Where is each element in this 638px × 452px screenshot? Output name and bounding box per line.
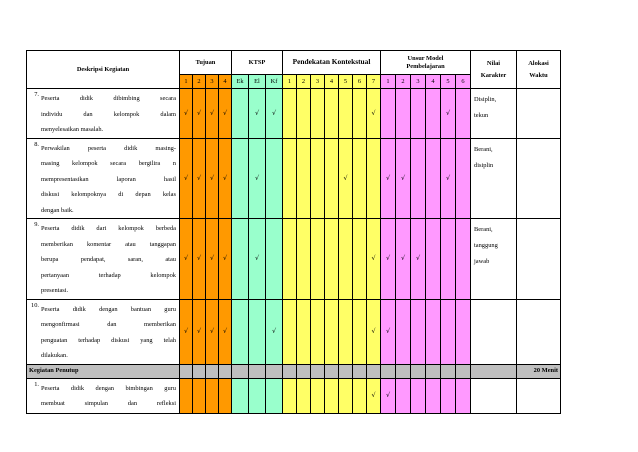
karakter-line: Disiplin, xyxy=(474,96,497,103)
header-pendekatan-col-7: 7 xyxy=(367,75,381,89)
section-cell xyxy=(353,364,367,378)
activity-row-2-desc xyxy=(29,141,176,219)
closing-row-waktu xyxy=(517,378,561,413)
activity-row-2-pendekatan-cell xyxy=(367,138,381,219)
activity-row-2-unsur-cell xyxy=(396,138,411,219)
section-cell xyxy=(180,364,193,378)
closing-row-ktsp-cell xyxy=(249,378,266,413)
closing-row-pendekatan-cell xyxy=(283,378,297,413)
activity-row-3-waktu xyxy=(517,219,561,300)
activity-row-1-desc xyxy=(29,91,176,138)
section-cell xyxy=(325,364,339,378)
closing-row-ktsp-cell xyxy=(232,378,249,413)
closing-row-line: Peserta didik dengan bimbingan guru xyxy=(41,384,176,392)
check-mark-icon: √ xyxy=(371,326,376,335)
table-row xyxy=(27,89,561,139)
header-tujuan-col-1: 1 xyxy=(180,75,193,89)
check-mark-icon: √ xyxy=(222,108,228,117)
activity-row-2-number: 8. xyxy=(34,140,39,148)
activity-row-2-unsur-cell xyxy=(426,138,441,219)
activity-row-4-pendekatan-cell xyxy=(283,299,297,364)
header-tujuan-col-2: 2 xyxy=(193,75,206,89)
activity-row-4-desc xyxy=(29,302,176,364)
check-mark-icon: √ xyxy=(371,254,376,263)
activity-row-2-ktsp-cell xyxy=(249,138,266,219)
section-cell xyxy=(193,364,206,378)
closing-row-pendekatan-cell xyxy=(367,378,381,413)
header-alokasi xyxy=(517,51,561,89)
closing-row-pendekatan-cell xyxy=(311,378,325,413)
table-body xyxy=(27,51,561,414)
check-mark-icon: √ xyxy=(254,108,260,117)
check-mark-icon: √ xyxy=(222,254,228,263)
activity-row-2-pendekatan-cell xyxy=(311,138,325,219)
activity-row-4-line: mengonfirmasi dan memberikan xyxy=(41,321,176,328)
activity-row-1-pendekatan-cell xyxy=(367,89,381,139)
activity-row-4-ktsp-cell xyxy=(232,299,249,364)
check-mark-icon: √ xyxy=(196,173,202,182)
check-mark-icon: √ xyxy=(371,390,376,399)
activity-row-2-line: Perwakilan peserta didik masing- xyxy=(41,144,176,152)
karakter-line: disiplin xyxy=(474,161,494,169)
header-pendekatan-col-2: 2 xyxy=(297,75,311,89)
activity-row-1-pendekatan-cell xyxy=(325,89,339,139)
check-mark-icon: √ xyxy=(271,326,277,335)
activity-row-4-line: dilakukan. xyxy=(41,352,68,359)
activity-row-4-pendekatan-cell xyxy=(367,299,381,364)
activity-row-1-pendekatan-cell xyxy=(311,89,325,139)
closing-row-unsur-cell xyxy=(426,378,441,413)
section-title: Kegiatan Penutup xyxy=(27,364,180,378)
activity-row-3-tujuan-cell xyxy=(206,219,219,300)
activity-row-3-unsur-cell xyxy=(441,219,456,300)
check-mark-icon: √ xyxy=(385,326,391,335)
activity-row-3-pendekatan-cell xyxy=(311,219,325,300)
activity-row-4-unsur-cell xyxy=(381,299,396,364)
activity-row-3-line: pertanyaan terhadap kelompok xyxy=(41,271,176,279)
activity-row-2-tujuan-cell xyxy=(180,138,193,219)
header-pendekatan: Pendekatan Kontekstual xyxy=(283,51,381,75)
activity-row-2-ktsp-cell xyxy=(232,138,249,219)
activity-row-2-pendekatan-cell xyxy=(283,138,297,219)
closing-row-unsur-cell xyxy=(456,378,471,413)
activity-row-3-unsur-cell xyxy=(411,219,426,300)
activity-row-3-desc xyxy=(29,221,176,299)
activity-row-1-waktu xyxy=(517,89,561,139)
activity-row-1-unsur-cell xyxy=(441,89,456,139)
activity-row-2-line: diskusi kelompoknya di depan kelas xyxy=(41,191,176,198)
header-tujuan: Tujuan xyxy=(180,51,232,75)
activity-row-3-ktsp-cell xyxy=(249,219,266,300)
activity-row-1-line: menyelesaikan masalah. xyxy=(41,126,104,133)
closing-row-desc-cell xyxy=(27,378,180,413)
activity-row-3-pendekatan-cell xyxy=(353,219,367,300)
header-nilai xyxy=(471,51,517,89)
closing-row-karakter xyxy=(471,378,517,413)
activity-row-4-tujuan-cell xyxy=(193,299,206,364)
check-mark-icon: √ xyxy=(385,390,391,399)
closing-row-unsur-cell xyxy=(411,378,426,413)
section-cell xyxy=(396,364,411,378)
lesson-plan-table xyxy=(26,50,561,414)
check-mark-icon: √ xyxy=(445,173,451,182)
section-waktu: 20 Menit xyxy=(517,364,561,378)
activity-row-3-unsur-cell xyxy=(396,219,411,300)
table-row xyxy=(27,378,561,413)
activity-row-2-unsur-cell xyxy=(456,138,471,219)
activity-row-3-desc-cell xyxy=(27,219,180,300)
closing-row-unsur-cell xyxy=(396,378,411,413)
activity-row-2-line: masing kelompok secara bergilira n xyxy=(41,160,176,167)
karakter-line: jawab xyxy=(474,258,490,265)
activity-row-1-ktsp-cell xyxy=(249,89,266,139)
activity-row-3-text xyxy=(41,221,176,299)
activity-row-4-text xyxy=(41,302,176,364)
header-pendekatan-col-6: 6 xyxy=(353,75,367,89)
table-row xyxy=(27,219,561,300)
header-unsur-col-2: 2 xyxy=(396,75,411,89)
check-mark-icon: √ xyxy=(271,108,277,117)
activity-row-1-unsur-cell xyxy=(381,89,396,139)
check-mark-icon: √ xyxy=(209,108,215,117)
activity-row-2-pendekatan-cell xyxy=(339,138,353,219)
header-alokasi-line2: Waktu xyxy=(529,71,548,79)
header-alokasi-line1: Alokasi xyxy=(528,60,549,68)
activity-row-4-tujuan-cell xyxy=(180,299,193,364)
closing-row-text xyxy=(41,381,176,412)
closing-row-tujuan-cell xyxy=(219,378,232,413)
header-unsur-line1: Unsur Model xyxy=(407,55,444,63)
check-mark-icon: √ xyxy=(183,173,189,182)
activity-row-2-tujuan-cell xyxy=(219,138,232,219)
header-ktsp-col-3: Kf xyxy=(266,75,283,89)
activity-row-3-tujuan-cell xyxy=(219,219,232,300)
section-cell xyxy=(367,364,381,378)
header-unsur-line2: Pembelajaran xyxy=(406,62,445,70)
activity-row-1-line: individu dan kelompok dalam xyxy=(41,110,176,118)
closing-row-pendekatan-cell xyxy=(353,378,367,413)
check-mark-icon: √ xyxy=(371,108,376,117)
activity-row-3-line: berupa pendapat, saran, atau xyxy=(41,256,176,263)
activity-row-1-pendekatan-cell xyxy=(283,89,297,139)
header-unsur-col-1: 1 xyxy=(381,75,396,89)
activity-row-1-unsur-cell xyxy=(426,89,441,139)
header-unsur-col-5: 5 xyxy=(441,75,456,89)
header-pendekatan-col-4: 4 xyxy=(325,75,339,89)
activity-row-4-desc-cell xyxy=(27,299,180,364)
check-mark-icon: √ xyxy=(343,173,348,182)
activity-row-3-pendekatan-cell xyxy=(297,219,311,300)
closing-row-pendekatan-cell xyxy=(325,378,339,413)
closing-row-tujuan-cell xyxy=(180,378,193,413)
activity-row-1-tujuan-cell xyxy=(206,89,219,139)
check-mark-icon: √ xyxy=(196,254,202,263)
check-mark-icon: √ xyxy=(400,173,406,182)
closing-row-pendekatan-cell xyxy=(297,378,311,413)
activity-row-3-unsur-cell xyxy=(381,219,396,300)
activity-row-3-tujuan-cell xyxy=(180,219,193,300)
activity-row-1-pendekatan-cell xyxy=(353,89,367,139)
header-pendekatan-col-3: 3 xyxy=(311,75,325,89)
activity-row-2-unsur-cell xyxy=(411,138,426,219)
check-mark-icon: √ xyxy=(385,254,391,263)
activity-row-4-unsur-cell xyxy=(441,299,456,364)
activity-row-4-number: 10. xyxy=(31,301,39,309)
activity-row-3-unsur-cell xyxy=(456,219,471,300)
activity-row-2-tujuan-cell xyxy=(206,138,219,219)
activity-row-1-ktsp-cell xyxy=(266,89,283,139)
karakter-line: tanggung xyxy=(474,242,498,249)
activity-row-4-pendekatan-cell xyxy=(353,299,367,364)
activity-row-3-pendekatan-cell xyxy=(339,219,353,300)
section-cell xyxy=(219,364,232,378)
karakter-line: Berani, xyxy=(474,145,493,153)
check-mark-icon: √ xyxy=(209,254,215,263)
section-row xyxy=(27,364,561,378)
section-cell xyxy=(381,364,396,378)
activity-row-3-line: Peserta didik dari kelompok berbeda xyxy=(41,225,176,232)
section-cell xyxy=(426,364,441,378)
activity-row-2-waktu xyxy=(517,138,561,219)
activity-row-3-pendekatan-cell xyxy=(325,219,339,300)
check-mark-icon: √ xyxy=(196,326,202,335)
header-deskripsi: Deskripsi Kegiatan xyxy=(27,51,180,89)
activity-row-3-line: presentasi. xyxy=(41,287,69,294)
activity-row-1-pendekatan-cell xyxy=(297,89,311,139)
check-mark-icon: √ xyxy=(385,173,391,182)
section-cell xyxy=(456,364,471,378)
header-ktsp-col-1: Ek xyxy=(232,75,249,89)
header-ktsp-col-2: El xyxy=(249,75,266,89)
activity-row-3-pendekatan-cell xyxy=(367,219,381,300)
activity-row-3-pendekatan-cell xyxy=(283,219,297,300)
activity-row-3-ktsp-cell xyxy=(232,219,249,300)
check-mark-icon: √ xyxy=(209,326,215,335)
activity-row-2-pendekatan-cell xyxy=(353,138,367,219)
header-row-top xyxy=(27,51,561,75)
check-mark-icon: √ xyxy=(254,173,260,182)
header-unsur-col-4: 4 xyxy=(426,75,441,89)
closing-row-unsur-cell xyxy=(441,378,456,413)
activity-row-2-line: dengan baik. xyxy=(41,206,74,214)
activity-row-3-karakter xyxy=(471,219,517,300)
activity-row-1-ktsp-cell xyxy=(232,89,249,139)
check-mark-icon: √ xyxy=(222,173,228,182)
section-cell xyxy=(297,364,311,378)
section-cell xyxy=(311,364,325,378)
activity-row-4-pendekatan-cell xyxy=(297,299,311,364)
activity-row-3-tujuan-cell xyxy=(193,219,206,300)
section-cell xyxy=(471,364,517,378)
header-nilai-line2: Karakter xyxy=(480,71,507,79)
activity-row-2-desc-cell xyxy=(27,138,180,219)
activity-row-1-number: 7. xyxy=(34,91,39,98)
closing-row-number: 1. xyxy=(34,380,39,388)
activity-row-3-line: memberikan komentar atau tanggapan xyxy=(41,240,176,248)
activity-row-4-tujuan-cell xyxy=(206,299,219,364)
activity-row-4-ktsp-cell xyxy=(249,299,266,364)
activity-row-1-tujuan-cell xyxy=(180,89,193,139)
activity-row-4-pendekatan-cell xyxy=(325,299,339,364)
activity-row-1-text xyxy=(41,91,176,138)
activity-row-2-ktsp-cell xyxy=(266,138,283,219)
closing-row-tujuan-cell xyxy=(206,378,219,413)
activity-row-4-waktu xyxy=(517,299,561,364)
table-row xyxy=(27,299,561,364)
activity-row-1-line: Peserta didik dibimbing secara xyxy=(41,95,176,102)
check-mark-icon: √ xyxy=(254,254,260,263)
activity-row-1-unsur-cell xyxy=(411,89,426,139)
activity-row-4-tujuan-cell xyxy=(219,299,232,364)
activity-row-3-number: 9. xyxy=(34,221,39,228)
check-mark-icon: √ xyxy=(183,254,189,263)
activity-row-4-pendekatan-cell xyxy=(311,299,325,364)
activity-row-4-line: penguatan terhadap diskusi yang telah xyxy=(41,336,176,344)
header-tujuan-col-3: 3 xyxy=(206,75,219,89)
section-cell xyxy=(441,364,456,378)
check-mark-icon: √ xyxy=(183,326,189,335)
activity-row-1-desc-cell xyxy=(27,89,180,139)
karakter-line: tekun xyxy=(474,112,489,119)
check-mark-icon: √ xyxy=(400,254,406,263)
activity-row-2-pendekatan-cell xyxy=(325,138,339,219)
table-row xyxy=(27,138,561,219)
activity-row-2-unsur-cell xyxy=(441,138,456,219)
activity-row-4-unsur-cell xyxy=(396,299,411,364)
header-pendekatan-col-5: 5 xyxy=(339,75,353,89)
check-mark-icon: √ xyxy=(415,254,421,263)
activity-row-3-unsur-cell xyxy=(426,219,441,300)
section-cell xyxy=(339,364,353,378)
activity-row-1-tujuan-cell xyxy=(219,89,232,139)
activity-row-4-line: Peserta didik dengan bantuan guru xyxy=(41,305,176,313)
activity-row-3-ktsp-cell xyxy=(266,219,283,300)
check-mark-icon: √ xyxy=(196,108,202,117)
section-cell xyxy=(249,364,266,378)
section-cell xyxy=(206,364,219,378)
activity-row-4-unsur-cell xyxy=(456,299,471,364)
check-mark-icon: √ xyxy=(209,173,215,182)
activity-row-1-karakter xyxy=(471,89,517,139)
activity-row-1-tujuan-cell xyxy=(193,89,206,139)
activity-row-2-pendekatan-cell xyxy=(297,138,311,219)
karakter-line: Berani, xyxy=(474,226,493,233)
activity-row-2-text xyxy=(41,141,176,219)
activity-row-1-pendekatan-cell xyxy=(339,89,353,139)
activity-row-4-unsur-cell xyxy=(411,299,426,364)
closing-row-ktsp-cell xyxy=(266,378,283,413)
check-mark-icon: √ xyxy=(445,108,451,117)
closing-row-pendekatan-cell xyxy=(339,378,353,413)
activity-row-2-tujuan-cell xyxy=(193,138,206,219)
section-cell xyxy=(232,364,249,378)
activity-row-2-karakter xyxy=(471,138,517,219)
activity-row-4-unsur-cell xyxy=(426,299,441,364)
activity-row-4-pendekatan-cell xyxy=(339,299,353,364)
check-mark-icon: √ xyxy=(222,326,228,335)
activity-row-4-karakter xyxy=(471,299,517,364)
section-cell xyxy=(283,364,297,378)
header-pendekatan-col-1: 1 xyxy=(283,75,297,89)
activity-row-1-unsur-cell xyxy=(396,89,411,139)
header-tujuan-col-4: 4 xyxy=(219,75,232,89)
header-unsur-col-6: 6 xyxy=(456,75,471,89)
activity-row-1-unsur-cell xyxy=(456,89,471,139)
check-mark-icon: √ xyxy=(183,108,189,117)
closing-row-line: membuat simpulan dan refleksi xyxy=(41,400,176,407)
activity-row-4-ktsp-cell xyxy=(266,299,283,364)
section-cell xyxy=(411,364,426,378)
header-nilai-line1: Nilai xyxy=(486,60,501,68)
closing-row-desc xyxy=(29,381,176,412)
closing-row-unsur-cell xyxy=(381,378,396,413)
section-cell xyxy=(266,364,283,378)
header-ktsp: KTSP xyxy=(232,51,283,75)
activity-row-2-line: mempresentasikan laporan hasil xyxy=(41,175,176,183)
closing-row-tujuan-cell xyxy=(193,378,206,413)
activity-row-2-unsur-cell xyxy=(381,138,396,219)
header-unsur xyxy=(381,51,471,75)
header-unsur-col-3: 3 xyxy=(411,75,426,89)
